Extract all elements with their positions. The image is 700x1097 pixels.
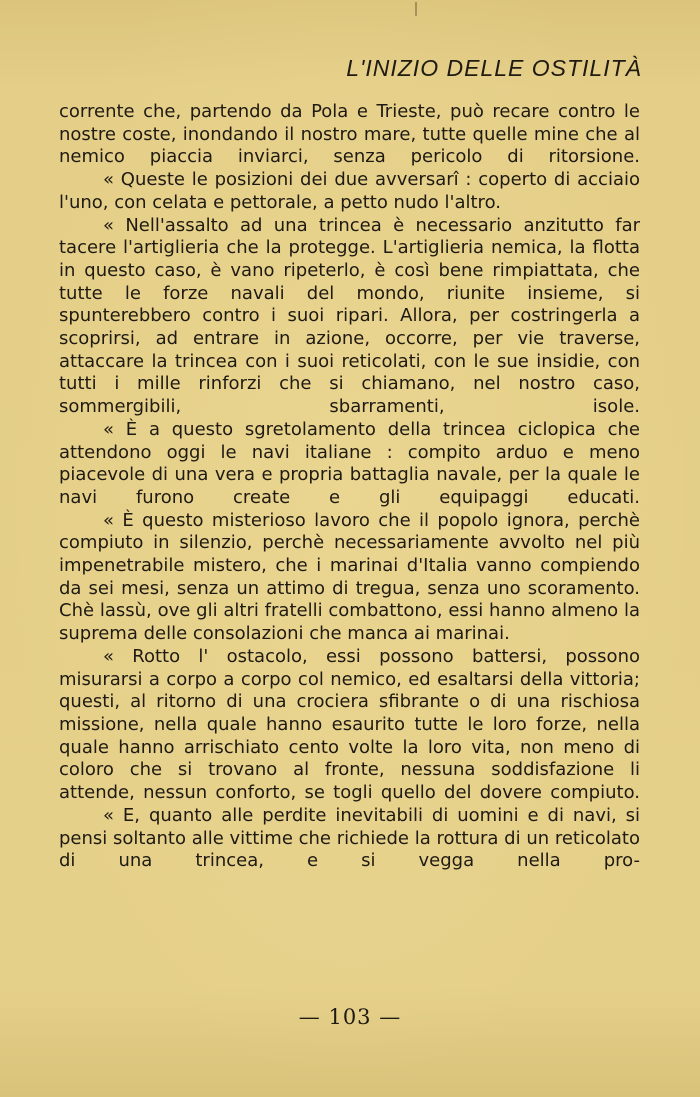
page-number: — 103 —: [298, 1005, 402, 1029]
paragraph: corrente che, partendo da Pola e Trieste, può recare contro le nostre coste, inondando il nostro mare, tutte quelle mine che al nemico piaccia inviarci, senza pericolo di ritorsione.: [59, 101, 640, 168]
paragraph: « Nell'assalto ad una trincea è necessario anzitutto far tacere l'artiglieria che la protegge. L'artiglieria nemica, la flotta in questo caso, è vano ripeterlo, è così bene rimpiattata, che tutte le forze navali del mondo, riunite insieme, si spunterebbero contro i suoi ripari. Allora, per costringerla a scoprirsi, ad entrare in azione, occorre, per vie traverse, attaccare la trincea con i suoi reticolati, con le sue insidie, con tutti i mille rinforzi che si chiamano, nel nostro caso, sommergibili, sbarramenti, isole.: [59, 214, 640, 418]
paragraph: « È a questo sgretolamento della trincea ciclopica che attendono oggi le navi italiane : compito arduo e meno piacevole di una vera e propria battaglia navale, per la quale le navi furono create e gli equipaggi educati.: [59, 418, 640, 508]
paragraph: « È questo misterioso lavoro che il popolo ignora, perchè compiuto in silenzio, perchè necessariamente avvolto nel più impenetrabile mistero, che i marinai d'Italia vanno compiendo da sei mesi, senza un attimo di tregua, senza uno scoramento. Chè lassù, ove gli altri fratelli combattono, essi hanno almeno la suprema delle consolazioni che manca ai marinai.: [59, 509, 640, 645]
body-text: [59, 101, 640, 873]
running-head: L'INIZIO DELLE OSTILITÀ: [346, 55, 642, 81]
paragraph: « Rotto l' ostacolo, essi possono battersi, possono misurarsi a corpo a corpo col nemico, ed esaltarsi della vittoria; questi, al ritorno di una crociera sfibrante o di una rischiosa missione, nella quale hanno esaurito tutte le loro forze, nella quale hanno arrischiato cento volte la loro vita, non meno di coloro che si trovano al fronte, nessuna soddisfazione li attende, nessun conforto, se togli quello del dovere compiuto.: [59, 645, 640, 804]
paragraph: « Queste le posizioni dei due avversarî : coperto di acciaio l'uno, con celata e pettorale, a petto nudo l'altro.: [59, 169, 640, 213]
paragraph: « E, quanto alle perdite inevitabili di uomini e di navi, si pensi soltanto alle vittime che richiede la rottura di un reticolato di una trincea, e si vegga nella pro-: [59, 804, 641, 872]
paper-mark: [415, 2, 417, 16]
